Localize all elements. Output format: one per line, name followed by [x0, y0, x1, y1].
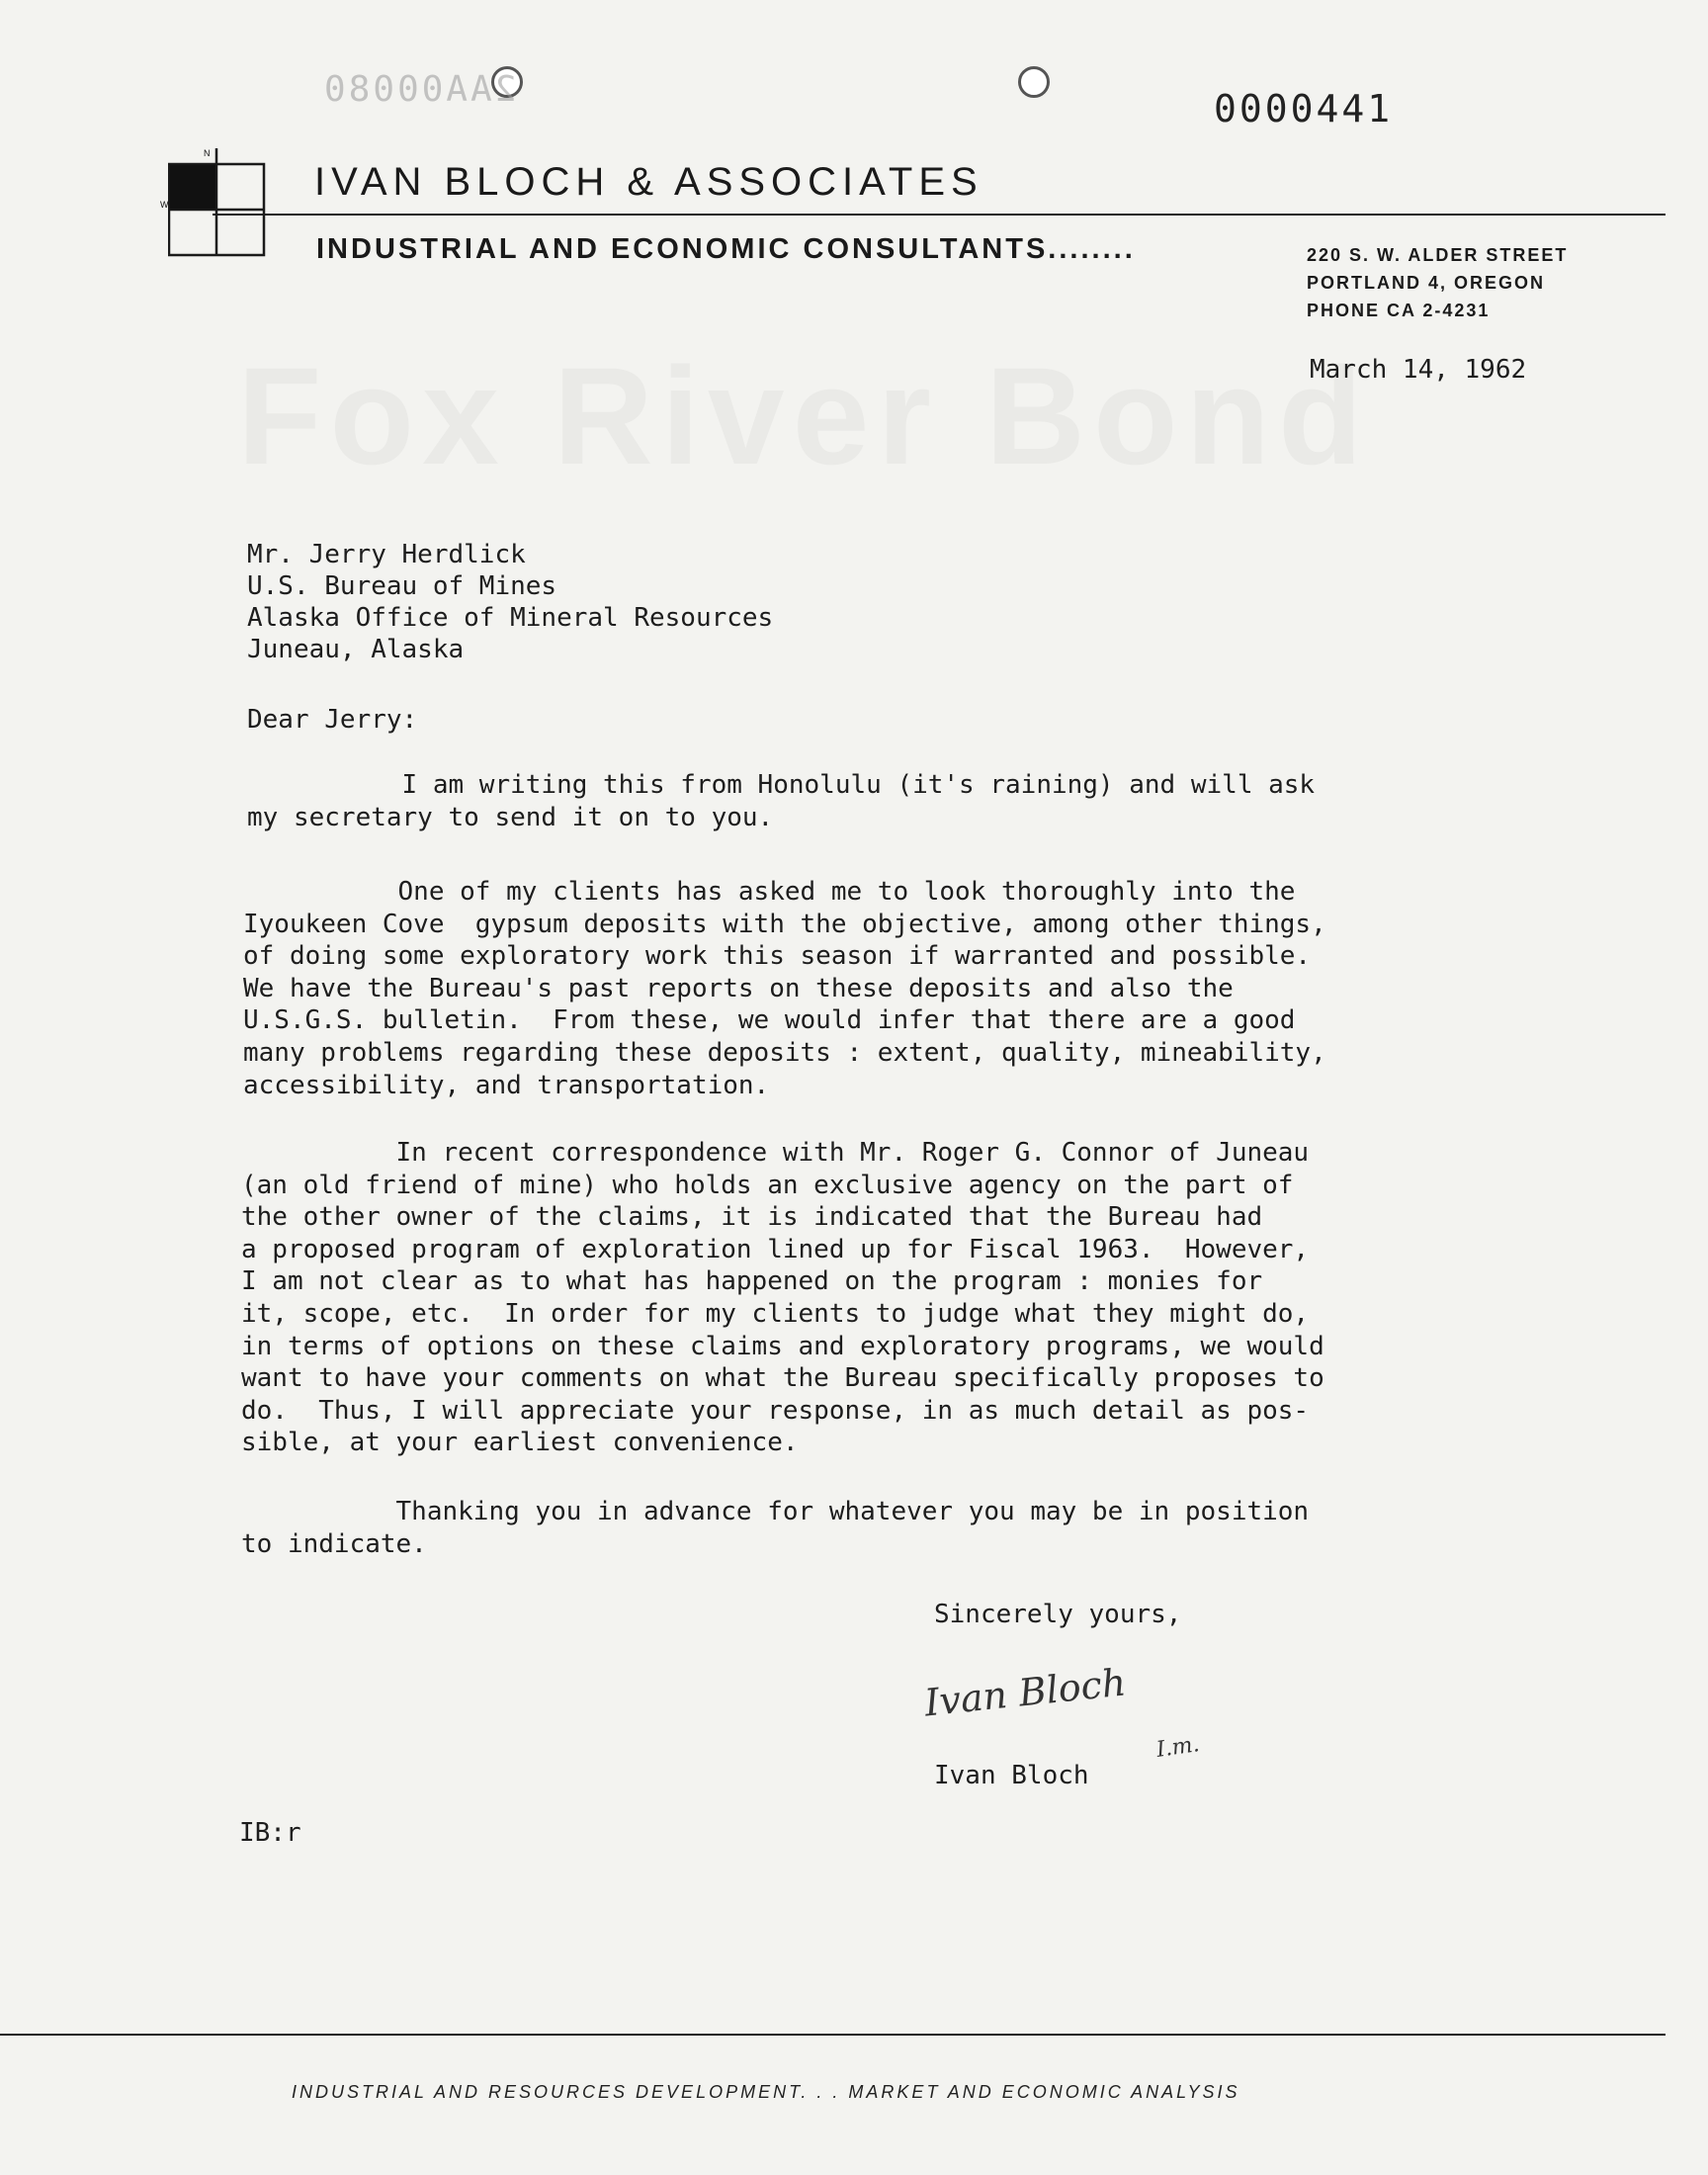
footer-tagline: INDUSTRIAL AND RESOURCES DEVELOPMENT. . . MARKET AND ECONOMIC ANALYSIS	[292, 2082, 1240, 2102]
signature-initials: I.m.	[1154, 1732, 1202, 1763]
letterhead-rule	[213, 214, 1665, 216]
logo-letter-w: W	[160, 200, 169, 210]
closing: Sincerely yours,	[934, 1600, 1182, 1629]
handwritten-signature: Ivan Bloch	[922, 1660, 1129, 1725]
firm-address	[1307, 241, 1568, 324]
recipient-name: Mr. Jerry Herdlick	[247, 540, 526, 569]
body-paragraph-4: Thanking you in advance for whatever you may be in position to indicate.	[241, 1497, 1310, 1559]
body-paragraph-3: In recent correspondence with Mr. Roger G. Connor of Juneau (an old friend of mine) who holds an exclusive agency on the part of the other owner of the claims, it is indicated that the Bureau had a proposed program of exploration lined up for Fiscal 1963. However, I am not clear as to what has happened on the program : monies for it, scope, etc. In order for my clients to judge what they might do, in terms of options on these claims and exploratory programs, we would want to have your comments on what the Bureau specifically proposes to do. Thus, I will appreciate your response, in as much detail as pos- sible, at your earliest convenience.	[241, 1138, 1324, 1458]
address-street: 220 S. W. ALDER STREET	[1307, 245, 1569, 265]
punch-hole-right	[1018, 66, 1050, 98]
recipient-address	[247, 539, 773, 665]
faded-stamp-number: 2AA00080	[321, 69, 517, 110]
reference-initials: IB:r	[239, 1818, 301, 1848]
address-city: PORTLAND 4, OREGON	[1307, 273, 1546, 293]
paper-watermark	[237, 336, 1371, 496]
signer-name: Ivan Bloch	[934, 1761, 1089, 1790]
footer-rule	[0, 2034, 1665, 2036]
address-phone: PHONE CA 2-4231	[1307, 301, 1491, 320]
letter-date: March 14, 1962	[1310, 355, 1527, 385]
logo-letter-n: N	[204, 148, 211, 158]
recipient-office: Alaska Office of Mineral Resources	[247, 603, 774, 633]
firm-name: IVAN BLOCH & ASSOCIATES	[314, 160, 983, 204]
firm-subtitle: INDUSTRIAL AND ECONOMIC CONSULTANTS........	[316, 233, 1136, 265]
document-stamp-number: 0000441	[1214, 87, 1394, 130]
recipient-location: Juneau, Alaska	[247, 635, 465, 664]
firm-logo	[160, 148, 267, 257]
body-paragraph-1: I am writing this from Honolulu (it's raining) and will ask my secretary to send it on to you.	[247, 770, 1316, 832]
recipient-organization: U.S. Bureau of Mines	[247, 571, 557, 601]
salutation: Dear Jerry:	[247, 705, 418, 735]
body-paragraph-2: One of my clients has asked me to look thoroughly into the Iyoukeen Cove gypsum deposits with the objective, among other things, of doing some exploratory work this season if warranted and possible. We have the Bureau's past reports on these deposits and also the U.S.G.S. bulletin. From these, we would infer that there are a good many problems regarding these deposits : extent, quality, mineability, accessibility, and transportation.	[243, 877, 1326, 1100]
